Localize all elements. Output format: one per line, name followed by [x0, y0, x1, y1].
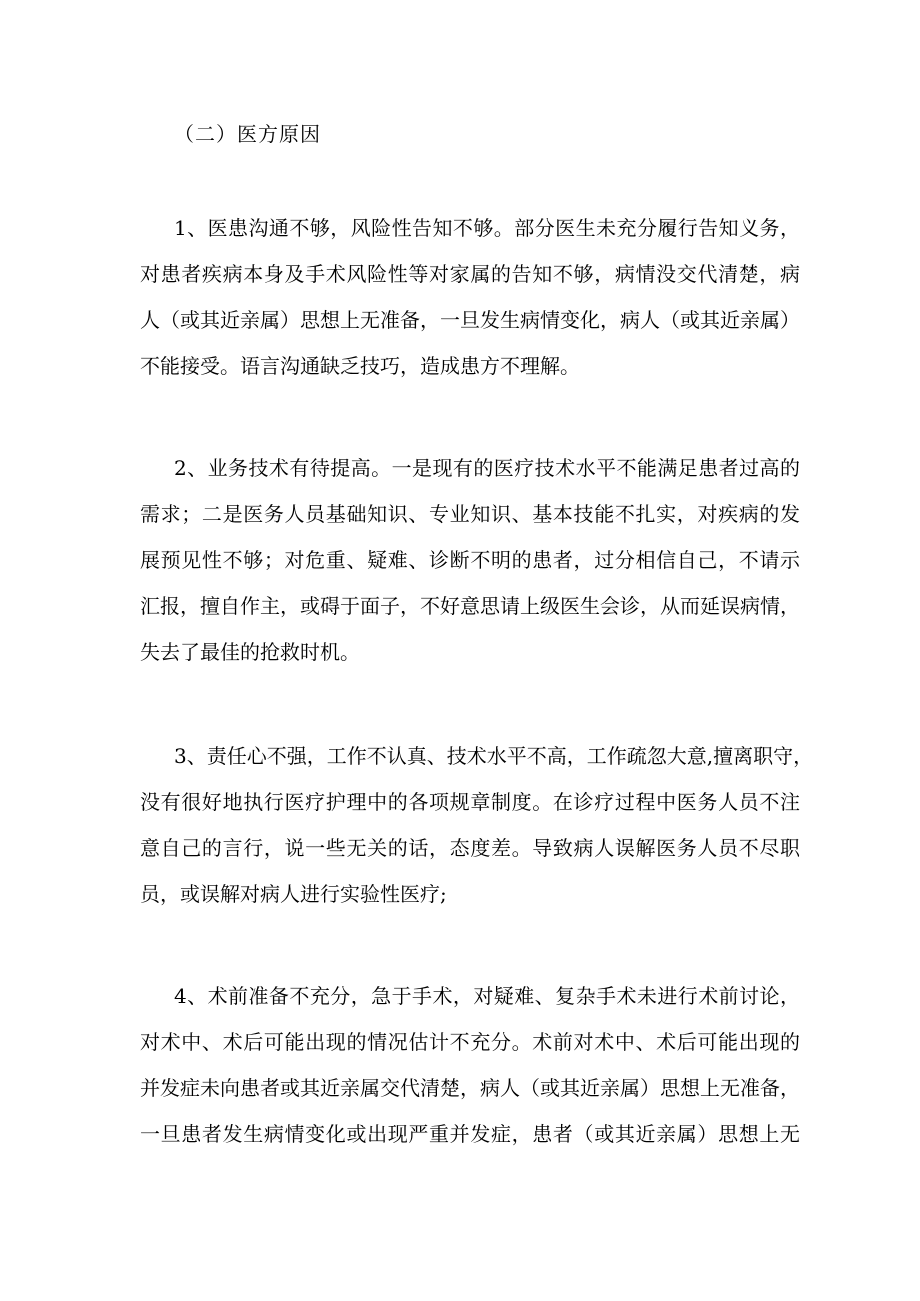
paragraph-3 — [140, 738, 814, 922]
paragraph-line: 不能接受。语言沟通缺乏技巧，造成患方不理解。 — [140, 354, 580, 378]
paragraph-line: 4、术前准备不充分，急于手术，对疑难、复杂手术未进行术前讨论， — [174, 984, 800, 1008]
paragraph-line: 并发症未向患者或其近亲属交代清楚，病人（或其近亲属）思想上无准备， — [140, 1076, 800, 1100]
paragraph-line: 意自己的言行，说一些无关的话，态度差。导致病人误解医务人员不尽职 — [140, 836, 800, 860]
paragraph-line: 需求；二是医务人员基础知识、专业知识、基本技能不扎实，对疾病的发 — [140, 502, 800, 526]
paragraph-line: 员，或误解对病人进行实验性医疗; — [140, 882, 447, 906]
paragraph-line: 展预见性不够；对危重、疑难、诊断不明的患者，过分相信自己，不请示 — [140, 548, 800, 572]
paragraph-line: 1、医患沟通不够，风险性告知不够。部分医生未充分履行告知义务， — [174, 216, 800, 240]
paragraph-line: 2、业务技术有待提高。一是现有的医疗技术水平不能满足患者过高的 — [174, 456, 800, 480]
paragraph-line: 一旦患者发生病情变化或出现严重并发症，患者（或其近亲属）思想上无 — [140, 1122, 800, 1146]
paragraph-line: 对术中、术后可能出现的情况估计不充分。术前对术中、术后可能出现的 — [140, 1030, 800, 1054]
paragraph-line: 人（或其近亲属）思想上无准备，一旦发生病情变化，病人（或其近亲属） — [140, 308, 800, 332]
paragraph-line: 没有很好地执行医疗护理中的各项规章制度。在诊疗过程中医务人员不注 — [140, 790, 800, 814]
section-heading: （二）医方原因 — [174, 122, 321, 146]
paragraph-1 — [140, 210, 800, 394]
paragraph-4 — [140, 978, 800, 1162]
paragraph-line: 汇报，擅自作主，或碍于面子，不好意思请上级医生会诊，从而延误病情， — [140, 594, 800, 618]
paragraph-line: 失去了最佳的抢救时机。 — [140, 640, 360, 664]
paragraph-line: 3、责任心不强，工作不认真、技术水平不高，工作疏忽大意,擅离职守， — [174, 744, 814, 768]
paragraph-2 — [140, 450, 800, 680]
paragraph-line: 对患者疾病本身及手术风险性等对家属的告知不够，病情没交代清楚，病 — [140, 262, 800, 286]
